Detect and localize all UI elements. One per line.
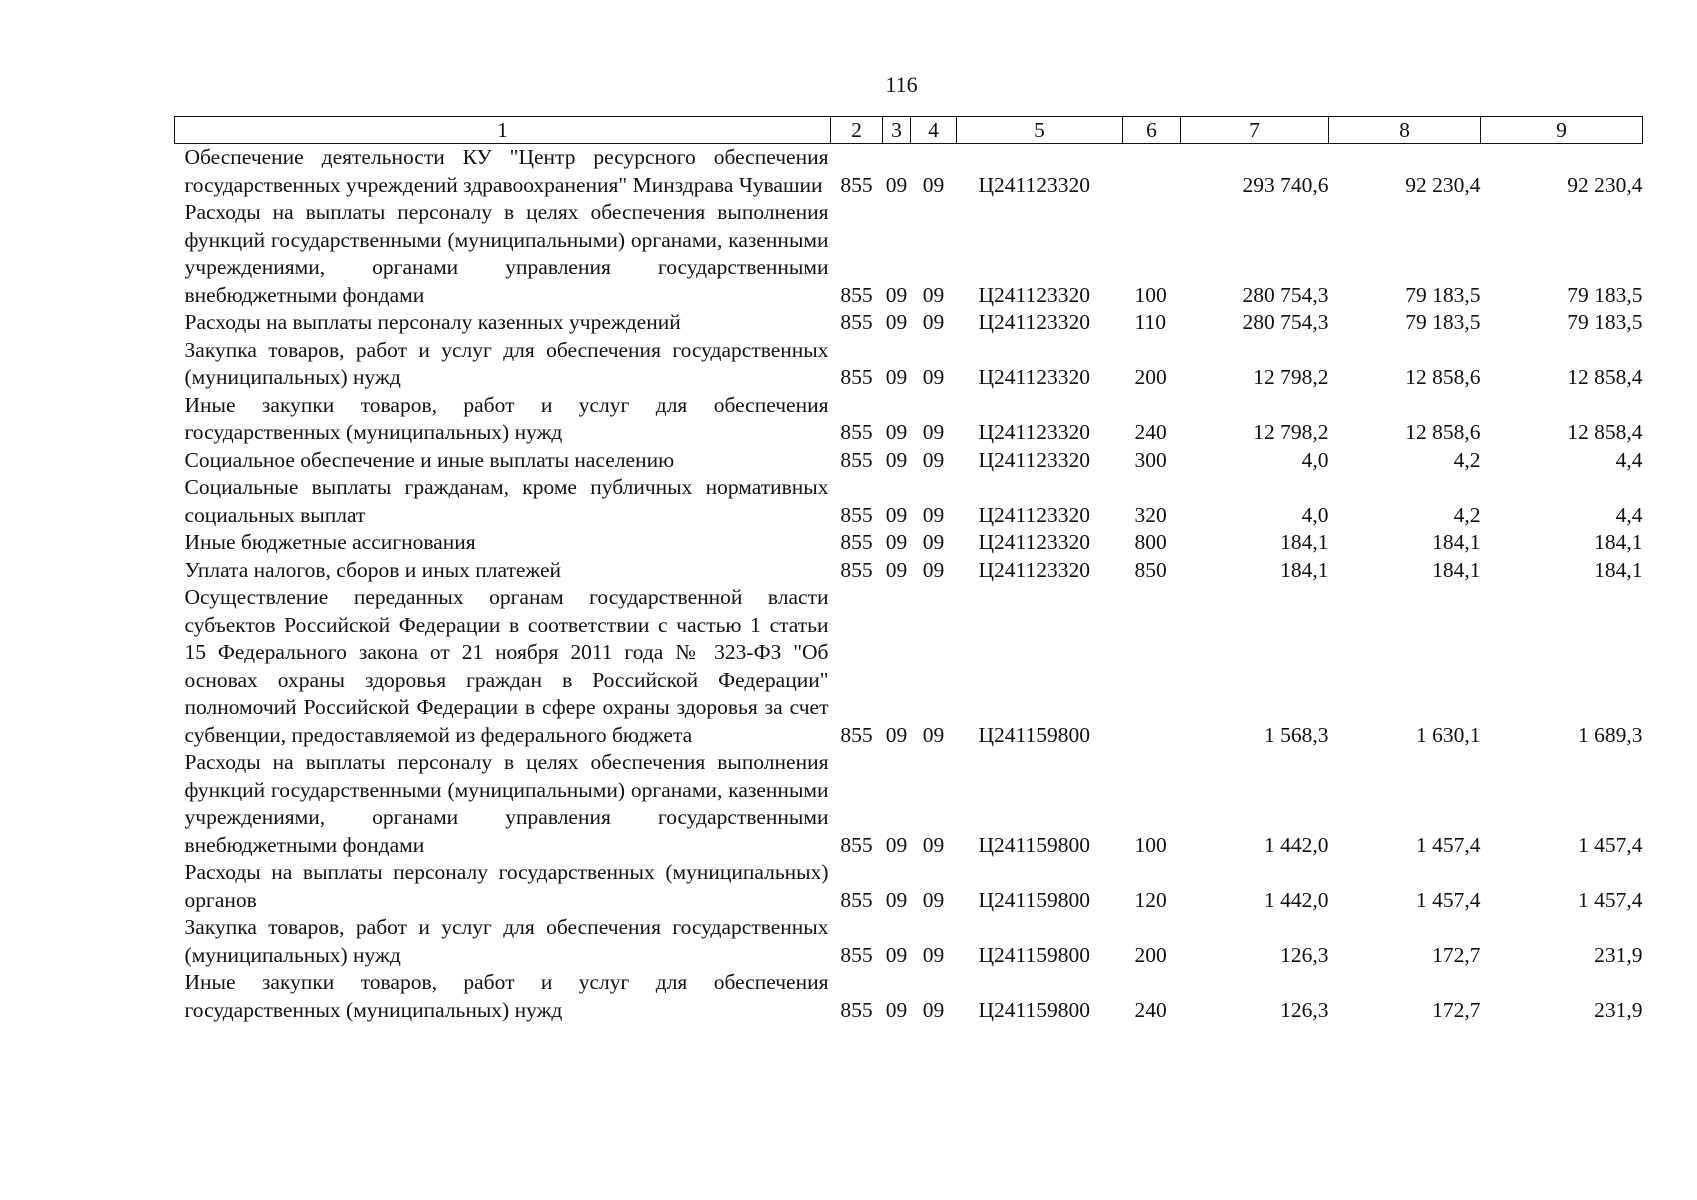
cell-amount-col9: 231,9	[1594, 942, 1643, 967]
table-row	[175, 144, 1643, 200]
table-row	[175, 914, 1643, 969]
cell-target-article: Ц241123320	[978, 420, 1090, 444]
header-cell-3: 3	[883, 117, 911, 144]
cell-subsection: 09	[922, 310, 945, 334]
cell-name: Обеспечение деятельности КУ "Центр ресурсного обеспечения государственных учреждений здравоохранения" Минздрава Чувашии	[184, 145, 829, 197]
cell-expense-type: 110	[1134, 310, 1166, 334]
header-row	[175, 117, 1643, 144]
cell-expense-type: 320	[1134, 502, 1167, 527]
cell-grbs: 855	[840, 557, 873, 582]
cell-grbs: 855	[840, 530, 873, 554]
cell-section: 09	[885, 722, 908, 747]
cell-expense-type: 850	[1134, 557, 1167, 582]
cell-subsection: 09	[922, 887, 945, 912]
cell-expense-type: 300	[1134, 447, 1167, 472]
cell-amount-col9: 12 858,4	[1567, 420, 1643, 444]
table-row	[175, 557, 1643, 585]
cell-amount-col7: 126,3	[1280, 997, 1329, 1022]
cell-section: 09	[885, 530, 908, 554]
cell-amount-col8: 4,2	[1453, 502, 1481, 527]
cell-amount-col9: 79 183,5	[1567, 310, 1643, 334]
cell-target-article: Ц241159800	[978, 997, 1090, 1022]
header-cell-6: 6	[1123, 117, 1181, 144]
cell-grbs: 855	[840, 942, 873, 967]
cell-amount-col7: 12 798,2	[1253, 365, 1329, 389]
cell-subsection: 09	[922, 722, 945, 747]
cell-target-article: Ц241159800	[978, 722, 1090, 747]
cell-section: 09	[885, 942, 908, 967]
cell-expense-type: 200	[1134, 365, 1167, 389]
cell-grbs: 855	[840, 997, 873, 1022]
cell-grbs: 855	[840, 832, 873, 857]
cell-expense-type	[1123, 584, 1181, 749]
cell-amount-col7: 1 442,0	[1264, 887, 1329, 912]
header-cell-1: 1	[175, 117, 831, 144]
cell-section: 09	[885, 172, 908, 197]
cell-target-article: Ц241123320	[978, 557, 1090, 582]
cell-name: Расходы на выплаты персоналу в целях обеспечения выполнения функций государственными (муниципальными) органами, казенными учреждениями, органами управления государственными внебюджетными фондами	[184, 200, 829, 307]
cell-expense-type: 800	[1134, 530, 1167, 554]
cell-target-article: Ц241123320	[978, 365, 1090, 389]
cell-amount-col7: 4,0	[1301, 447, 1329, 472]
cell-amount-col9: 4,4	[1615, 447, 1643, 472]
cell-amount-col9: 1 457,4	[1578, 832, 1643, 857]
header-cell-2: 2	[831, 117, 883, 144]
cell-amount-col9: 184,1	[1594, 530, 1643, 554]
cell-amount-col7: 4,0	[1301, 502, 1329, 527]
cell-expense-type: 100	[1134, 282, 1167, 307]
page-number	[0, 72, 1697, 98]
cell-amount-col7: 184,1	[1280, 530, 1329, 554]
cell-name: Уплата налогов, сборов и иных платежей	[184, 557, 562, 582]
cell-amount-col7: 12 798,2	[1253, 420, 1329, 444]
cell-section: 09	[885, 420, 908, 444]
cell-section: 09	[885, 557, 908, 582]
cell-amount-col8: 12 858,6	[1405, 420, 1481, 444]
cell-grbs: 855	[840, 310, 873, 334]
cell-amount-col7: 1 442,0	[1264, 832, 1329, 857]
header-cell-9: 9	[1481, 117, 1643, 144]
page-number-text: 116	[885, 72, 918, 97]
cell-subsection: 09	[922, 447, 945, 472]
header-cell-5: 5	[957, 117, 1123, 144]
table-row	[175, 749, 1643, 859]
cell-amount-col8: 12 858,6	[1405, 365, 1481, 389]
cell-expense-type: 100	[1134, 832, 1167, 857]
cell-target-article: Ц241123320	[978, 447, 1090, 472]
cell-name: Социальное обеспечение и иные выплаты населению	[184, 447, 675, 472]
cell-amount-col8: 172,7	[1432, 997, 1481, 1022]
cell-target-article: Ц241123320	[978, 282, 1090, 307]
cell-subsection: 09	[922, 365, 945, 389]
cell-name: Расходы на выплаты персоналу государственных (муниципальных) органов	[184, 860, 829, 912]
cell-subsection: 09	[922, 172, 945, 197]
cell-subsection: 09	[922, 997, 945, 1022]
cell-amount-col8: 184,1	[1432, 530, 1481, 554]
cell-amount-col7: 280 754,3	[1242, 310, 1329, 334]
cell-name: Закупка товаров, работ и услуг для обеспечения государственных (муниципальных) нужд	[184, 915, 829, 967]
cell-amount-col7: 184,1	[1280, 557, 1329, 582]
cell-section: 09	[885, 997, 908, 1022]
table-row	[175, 392, 1643, 447]
cell-amount-col7: 1 568,3	[1264, 722, 1329, 747]
cell-amount-col9: 184,1	[1594, 557, 1643, 582]
cell-name: Закупка товаров, работ и услуг для обеспечения государственных (муниципальных) нужд	[184, 337, 829, 389]
cell-subsection: 09	[922, 557, 945, 582]
cell-name: Иные закупки товаров, работ и услуг для обеспечения государственных (муниципальных) нужд	[184, 970, 829, 1022]
cell-amount-col8: 1 457,4	[1416, 832, 1481, 857]
cell-target-article: Ц241159800	[978, 832, 1090, 857]
cell-amount-col7: 126,3	[1280, 942, 1329, 967]
cell-section: 09	[885, 282, 908, 307]
cell-target-article: Ц241123320	[978, 172, 1090, 197]
cell-name: Расходы на выплаты персоналу казенных учреждений	[184, 310, 681, 334]
cell-grbs: 855	[840, 447, 873, 472]
cell-name: Иные бюджетные ассигнования	[184, 530, 476, 554]
table-row	[175, 859, 1643, 914]
table-body	[175, 144, 1643, 1025]
cell-expense-type	[1123, 144, 1181, 200]
cell-expense-type: 240	[1134, 420, 1167, 444]
cell-amount-col9: 12 858,4	[1567, 365, 1643, 389]
cell-amount-col8: 172,7	[1432, 942, 1481, 967]
cell-amount-col8: 79 183,5	[1405, 282, 1481, 307]
cell-name: Иные закупки товаров, работ и услуг для обеспечения государственных (муниципальных) нужд	[184, 392, 829, 444]
table-header	[175, 117, 1643, 144]
cell-target-article: Ц241123320	[978, 502, 1090, 527]
table-row	[175, 474, 1643, 529]
cell-amount-col9: 92 230,4	[1567, 172, 1643, 197]
cell-name: Осуществление переданных органам государственной власти субъектов Российской Федерации в соответствии с частью 1 статьи 15 Федерального закона от 21 ноября 2011 года № 323-ФЗ "Об основах охраны здоровья граждан в Российской Федерации" полномочий Российской Федерации в сфере охраны здоровья за счет субвенции, предоставляемой из федерального бюджета	[184, 585, 829, 747]
cell-amount-col9: 1 457,4	[1578, 887, 1643, 912]
cell-section: 09	[885, 832, 908, 857]
cell-grbs: 855	[840, 887, 873, 912]
cell-subsection: 09	[922, 282, 945, 307]
table-row	[175, 529, 1643, 557]
cell-section: 09	[885, 502, 908, 527]
header-cell-4: 4	[911, 117, 957, 144]
cell-amount-col8: 1 630,1	[1416, 722, 1481, 747]
cell-target-article: Ц241159800	[978, 942, 1090, 967]
table-row	[175, 309, 1643, 337]
cell-expense-type: 200	[1134, 942, 1167, 967]
cell-target-article: Ц241123320	[978, 310, 1090, 334]
header-cell-8: 8	[1329, 117, 1481, 144]
cell-subsection: 09	[922, 530, 945, 554]
cell-amount-col9: 4,4	[1615, 502, 1643, 527]
cell-grbs: 855	[840, 282, 873, 307]
cell-expense-type: 240	[1134, 997, 1167, 1022]
cell-amount-col8: 79 183,5	[1405, 310, 1481, 334]
cell-grbs: 855	[840, 722, 873, 747]
cell-subsection: 09	[922, 832, 945, 857]
cell-amount-col9: 1 689,3	[1578, 722, 1643, 747]
cell-expense-type: 120	[1134, 887, 1167, 912]
cell-subsection: 09	[922, 502, 945, 527]
cell-amount-col7: 280 754,3	[1242, 282, 1329, 307]
table-row	[175, 337, 1643, 392]
table-row	[175, 447, 1643, 475]
table-row	[175, 199, 1643, 309]
cell-section: 09	[885, 310, 908, 334]
cell-name: Социальные выплаты гражданам, кроме публичных нормативных социальных выплат	[184, 475, 829, 527]
cell-subsection: 09	[922, 420, 945, 444]
cell-subsection: 09	[922, 942, 945, 967]
table-row	[175, 969, 1643, 1024]
cell-section: 09	[885, 365, 908, 389]
cell-amount-col8: 92 230,4	[1405, 172, 1481, 197]
cell-section: 09	[885, 447, 908, 472]
cell-amount-col9: 79 183,5	[1567, 282, 1643, 307]
cell-grbs: 855	[840, 502, 873, 527]
cell-amount-col8: 1 457,4	[1416, 887, 1481, 912]
cell-grbs: 855	[840, 420, 873, 444]
header-cell-7: 7	[1181, 117, 1329, 144]
cell-amount-col9: 231,9	[1594, 997, 1643, 1022]
table-row	[175, 584, 1643, 749]
cell-section: 09	[885, 887, 908, 912]
cell-amount-col7: 293 740,6	[1242, 172, 1329, 197]
cell-name: Расходы на выплаты персоналу в целях обеспечения выполнения функций государственными (муниципальными) органами, казенными учреждениями, органами управления государственными внебюджетными фондами	[184, 750, 829, 857]
cell-amount-col8: 4,2	[1453, 447, 1481, 472]
budget-table	[174, 116, 1643, 1024]
cell-target-article: Ц241159800	[978, 887, 1090, 912]
cell-amount-col8: 184,1	[1432, 557, 1481, 582]
cell-grbs: 855	[840, 172, 873, 197]
cell-grbs: 855	[840, 365, 873, 389]
cell-target-article: Ц241123320	[978, 530, 1090, 554]
